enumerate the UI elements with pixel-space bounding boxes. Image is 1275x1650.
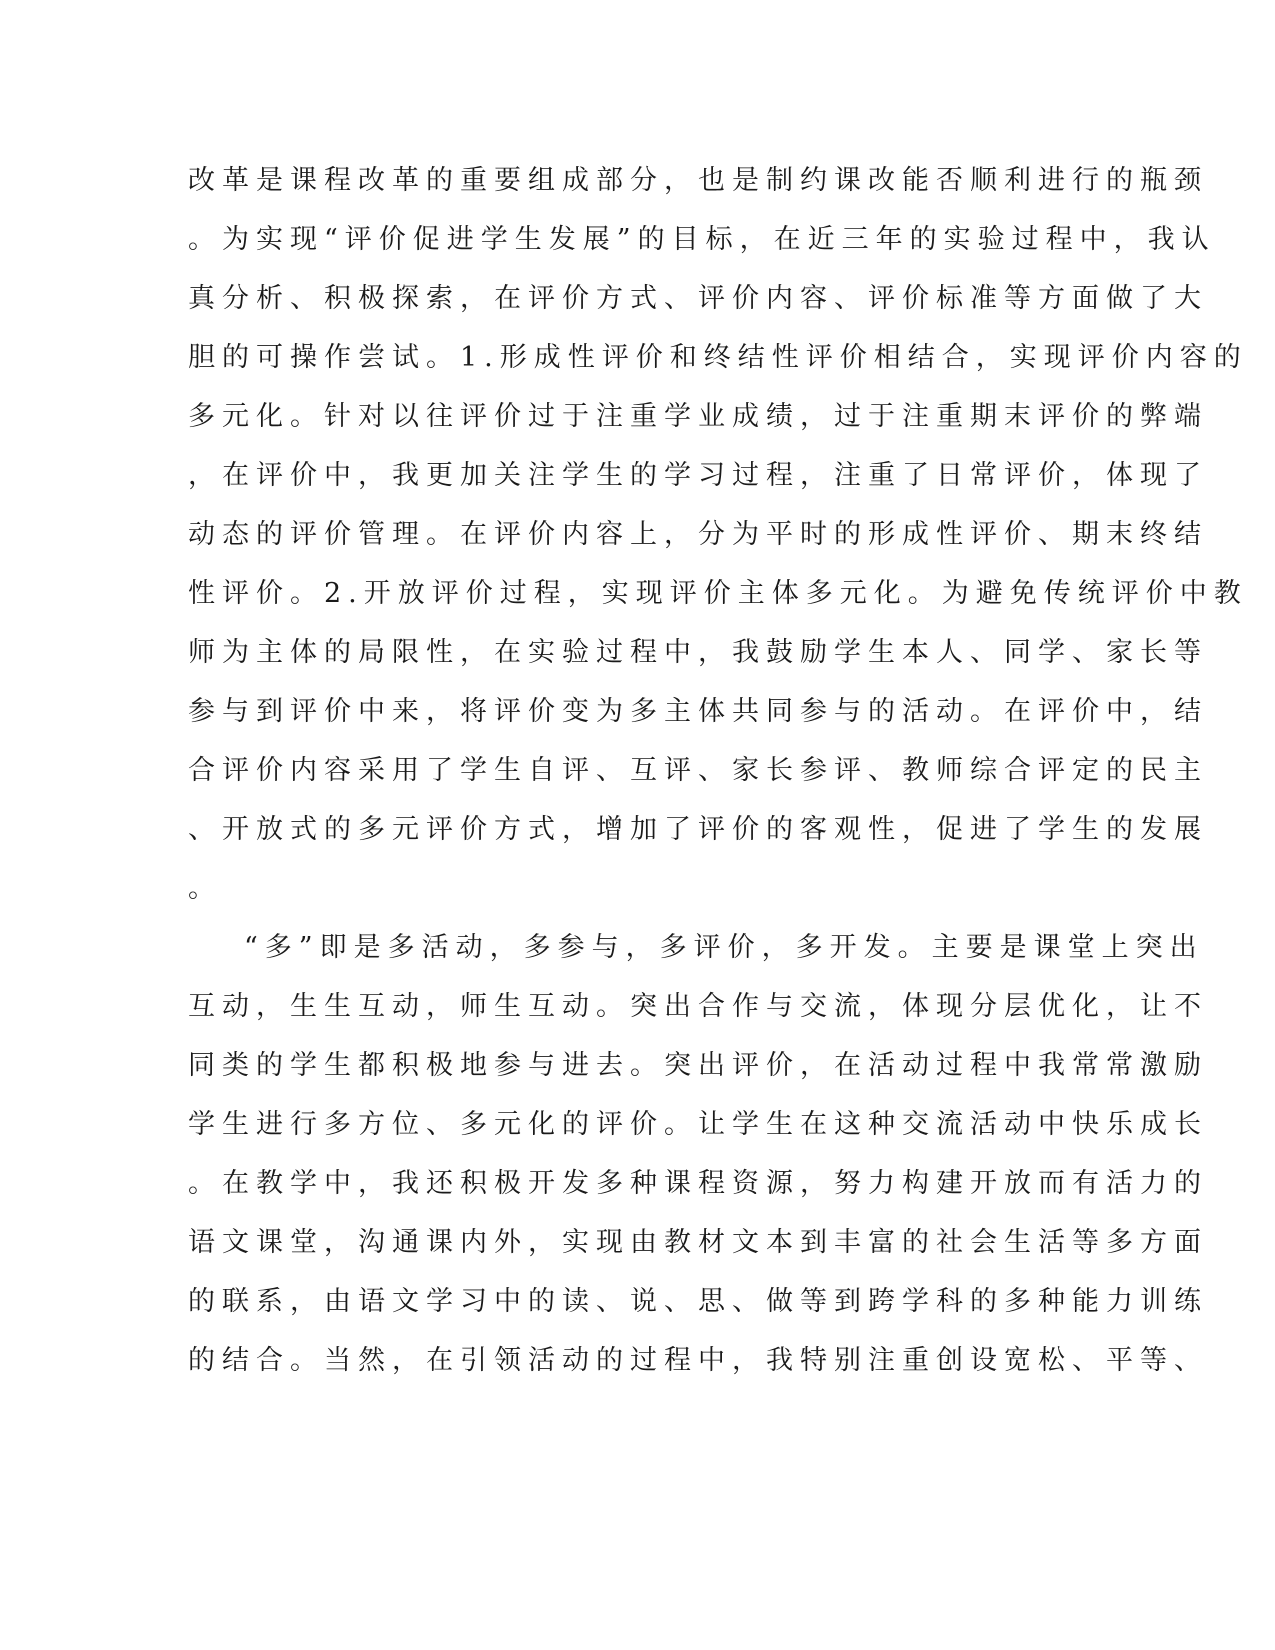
text-line: 性评价。2.开放评价过程，实现评价主体多元化。为避免传统评价中教 [188,578,1248,609]
text-line: 学生进行多方位、多元化的评价。让学生在这种交流活动中快乐成长 [188,1109,1208,1140]
text-line: 师为主体的局限性，在实验过程中，我鼓励学生本人、同学、家长等 [188,637,1208,668]
text-line: 的联系，由语文学习中的读、说、思、做等到跨学科的多种能力训练 [188,1286,1208,1317]
text-line: 真分析、积极探索，在评价方式、评价内容、评价标准等方面做了大 [188,283,1208,314]
text-line: 语文课堂，沟通课内外，实现由教材文本到丰富的社会生活等多方面 [188,1227,1208,1258]
text-line: 胆的可操作尝试。1.形成性评价和终结性评价相结合，实现评价内容的 [188,342,1248,373]
text-line: 互动，生生互动，师生互动。突出合作与交流，体现分层优化，让不 [188,991,1208,1022]
text-line-paragraph-start: “多”即是多活动，多参与，多评价，多开发。主要是课堂上突出 [244,932,1204,963]
text-line: 多元化。针对以往评价过于注重学业成绩，过于注重期末评价的弊端 [188,401,1208,432]
text-line: 同类的学生都积极地参与进去。突出评价，在活动过程中我常常激励 [188,1050,1208,1081]
text-line: 。在教学中，我还积极开发多种课程资源，努力构建开放而有活力的 [188,1168,1208,1199]
text-line: 的结合。当然，在引领活动的过程中，我特别注重创设宽松、平等、 [188,1345,1208,1376]
text-line: 。为实现“评价促进学生发展”的目标，在近三年的实验过程中，我认 [188,224,1216,255]
text-line: ，在评价中，我更加关注学生的学习过程，注重了日常评价，体现了 [188,460,1208,491]
text-line: 合评价内容采用了学生自评、互评、家长参评、教师综合评定的民主 [188,755,1208,786]
text-line: 动态的评价管理。在评价内容上，分为平时的形成性评价、期末终结 [188,519,1208,550]
text-line: 参与到评价中来，将评价变为多主体共同参与的活动。在评价中，结 [188,696,1208,727]
text-line: 。 [188,873,222,904]
text-line: 改革是课程改革的重要组成部分，也是制约课改能否顺利进行的瓶颈 [188,165,1208,196]
text-line: 、开放式的多元评价方式，增加了评价的客观性，促进了学生的发展 [188,814,1208,845]
